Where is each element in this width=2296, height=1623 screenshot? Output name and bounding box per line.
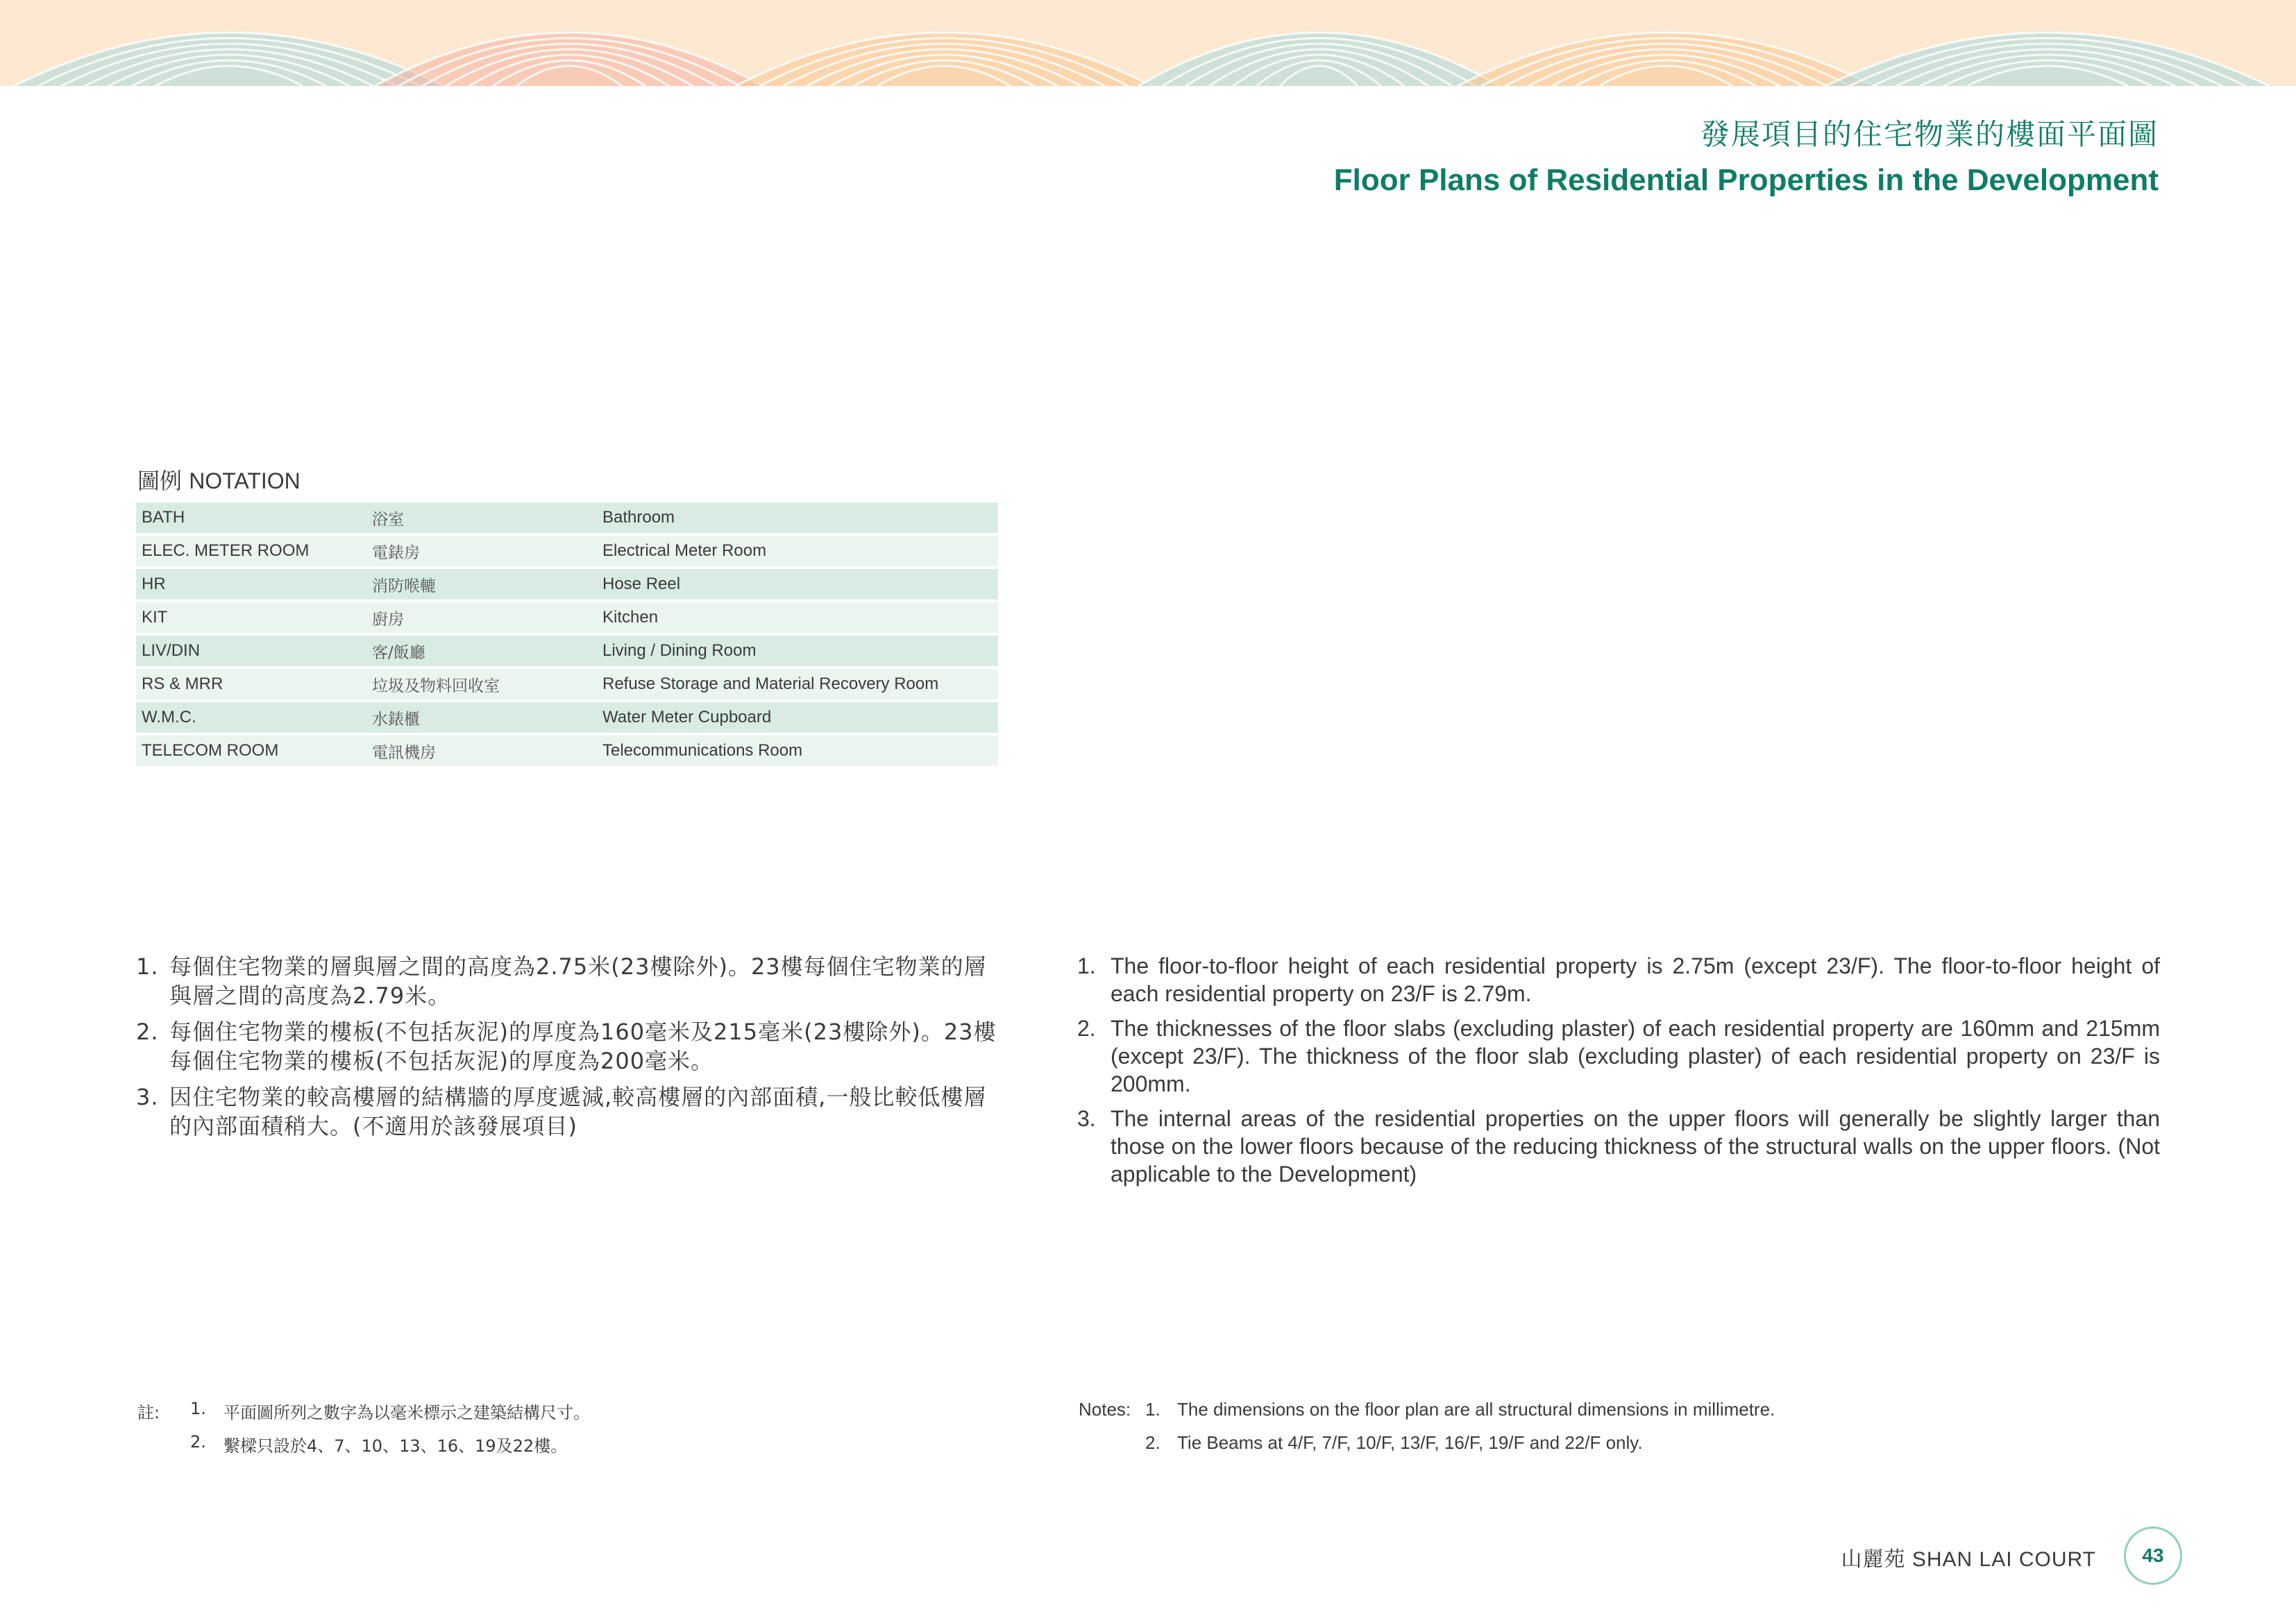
note-text: 每個住宅物業的樓板(不包括灰泥)的厚度為160毫米及215毫米(23樓除外)。23樓每個住宅物業的樓板(不包括灰泥)的厚度為200毫米。 <box>169 1019 997 1074</box>
decorative-wave-banner <box>0 0 2296 86</box>
footer-development-name <box>1841 1542 2096 1572</box>
notation-row <box>136 536 998 566</box>
note-zh-item <box>136 1017 999 1076</box>
notes-en <box>1077 952 2160 1195</box>
notation-chinese: 客/飯廳 <box>366 636 597 666</box>
notation-english: Hose Reel <box>597 569 998 600</box>
notation-chinese: 浴室 <box>366 502 597 533</box>
notation-chinese: 消防喉轆 <box>366 569 597 600</box>
notation-abbreviation: KIT <box>136 602 366 633</box>
notation-abbreviation: RS & MRR <box>136 669 366 699</box>
footnote-zh-label: 註: <box>137 1403 160 1422</box>
notation-abbreviation: ELEC. METER ROOM <box>136 536 366 566</box>
notation-english: Water Meter Cupboard <box>597 702 998 733</box>
notation-abbreviation: BATH <box>136 502 366 533</box>
footnote-zh-number: 1. <box>190 1399 206 1418</box>
notation-english: Bathroom <box>597 502 998 533</box>
notation-title <box>137 464 301 495</box>
page-title-en: Floor Plans of Residential Properties in the Development <box>1333 163 2159 197</box>
note-number: 2. <box>136 1019 159 1045</box>
notation-english: Refuse Storage and Material Recovery Room <box>597 669 998 699</box>
note-number: 1. <box>1077 953 1096 978</box>
page-heading <box>1334 114 2159 201</box>
footnote-zh-number: 2. <box>190 1432 206 1452</box>
footnote-en-number: 1. <box>1145 1399 1160 1420</box>
footnote-en-text: The dimensions on the floor plan are all structural dimensions in millimetre. <box>1177 1399 1775 1420</box>
note-zh-item <box>136 1082 999 1141</box>
footnote-zh-text: 平面圖所列之數字為以毫米標示之建築結構尺寸。 <box>223 1403 590 1422</box>
notation-chinese: 電訊機房 <box>366 736 597 766</box>
page-title-zh: 發展項目的住宅物業的樓面平面圖 <box>1700 117 2159 151</box>
note-number: 3. <box>1077 1106 1096 1131</box>
notation-row <box>136 702 998 733</box>
notes-zh <box>136 952 999 1148</box>
note-text: The internal areas of the residential properties on the upper floors will generally be slightly larger than those on the lower floors because of the reducing thickness of the structural walls on the upper floors. (Not applicable to the Development) <box>1111 1106 2160 1187</box>
footnote-en-text: Tie Beams at 4/F, 7/F, 10/F, 13/F, 16/F, 19/F and 22/F only. <box>1177 1432 1643 1453</box>
notation-row <box>136 669 998 699</box>
note-text: The floor-to-floor height of each residential property is 2.75m (except 23/F). The floor-to-floor height of each residential property on 23/F is 2.79m. <box>1111 953 2160 1006</box>
notation-table <box>136 500 998 769</box>
notation-chinese: 垃圾及物料回收室 <box>366 669 597 699</box>
notation-chinese: 水錶櫃 <box>366 702 597 733</box>
notation-english: Telecommunications Room <box>597 736 998 766</box>
footnote-zh-text: 繫樑只設於4、7、10、13、16、19及22樓。 <box>223 1436 568 1456</box>
note-en-item <box>1077 1014 2160 1098</box>
notation-row <box>136 736 998 766</box>
notation-chinese: 電錶房 <box>366 536 597 566</box>
note-text: 因住宅物業的較高樓層的結構牆的厚度遞減,較高樓層的內部面積,一般比較低樓層的內部面積稍大。(不適用於該發展項目) <box>169 1084 987 1139</box>
notation-title-en: NOTATION <box>189 468 301 493</box>
note-en-item <box>1077 1105 2160 1188</box>
notation-abbreviation: LIV/DIN <box>136 636 366 666</box>
notation-abbreviation: TELECOM ROOM <box>136 736 366 766</box>
page-number: 43 <box>2142 1545 2164 1566</box>
notation-abbreviation: W.M.C. <box>136 702 366 733</box>
note-number: 3. <box>136 1084 159 1110</box>
notation-row <box>136 502 998 533</box>
page-number-badge <box>2124 1527 2182 1585</box>
footnote-en-label: Notes: <box>1079 1399 1131 1420</box>
notation-chinese: 廚房 <box>366 602 597 633</box>
notation-row <box>136 569 998 600</box>
notation-english: Electrical Meter Room <box>597 536 998 566</box>
footer-name-en: SHAN LAI COURT <box>1911 1548 2096 1571</box>
note-en-item <box>1077 952 2160 1008</box>
notation-title-zh: 圖例 <box>137 468 183 494</box>
note-text: 每個住宅物業的層與層之間的高度為2.75米(23樓除外)。23樓每個住宅物業的層與層之間的高度為2.79米。 <box>169 953 987 1009</box>
note-number: 1. <box>136 953 159 980</box>
notation-english: Living / Dining Room <box>597 636 998 666</box>
notation-abbreviation: HR <box>136 569 366 600</box>
footer-name-zh: 山麗苑 <box>1841 1547 1906 1572</box>
note-number: 2. <box>1077 1016 1096 1041</box>
notation-row <box>136 602 998 633</box>
note-text: The thicknesses of the floor slabs (excluding plaster) of each residential property are 160mm and 215mm (except 23/F). The thickness of the floor slab (excluding plaster) of each residential property on 23/F is 200mm. <box>1111 1016 2160 1096</box>
notation-row <box>136 636 998 666</box>
note-zh-item <box>136 952 999 1010</box>
notation-english: Kitchen <box>597 602 998 633</box>
footnote-en-number: 2. <box>1145 1432 1160 1453</box>
